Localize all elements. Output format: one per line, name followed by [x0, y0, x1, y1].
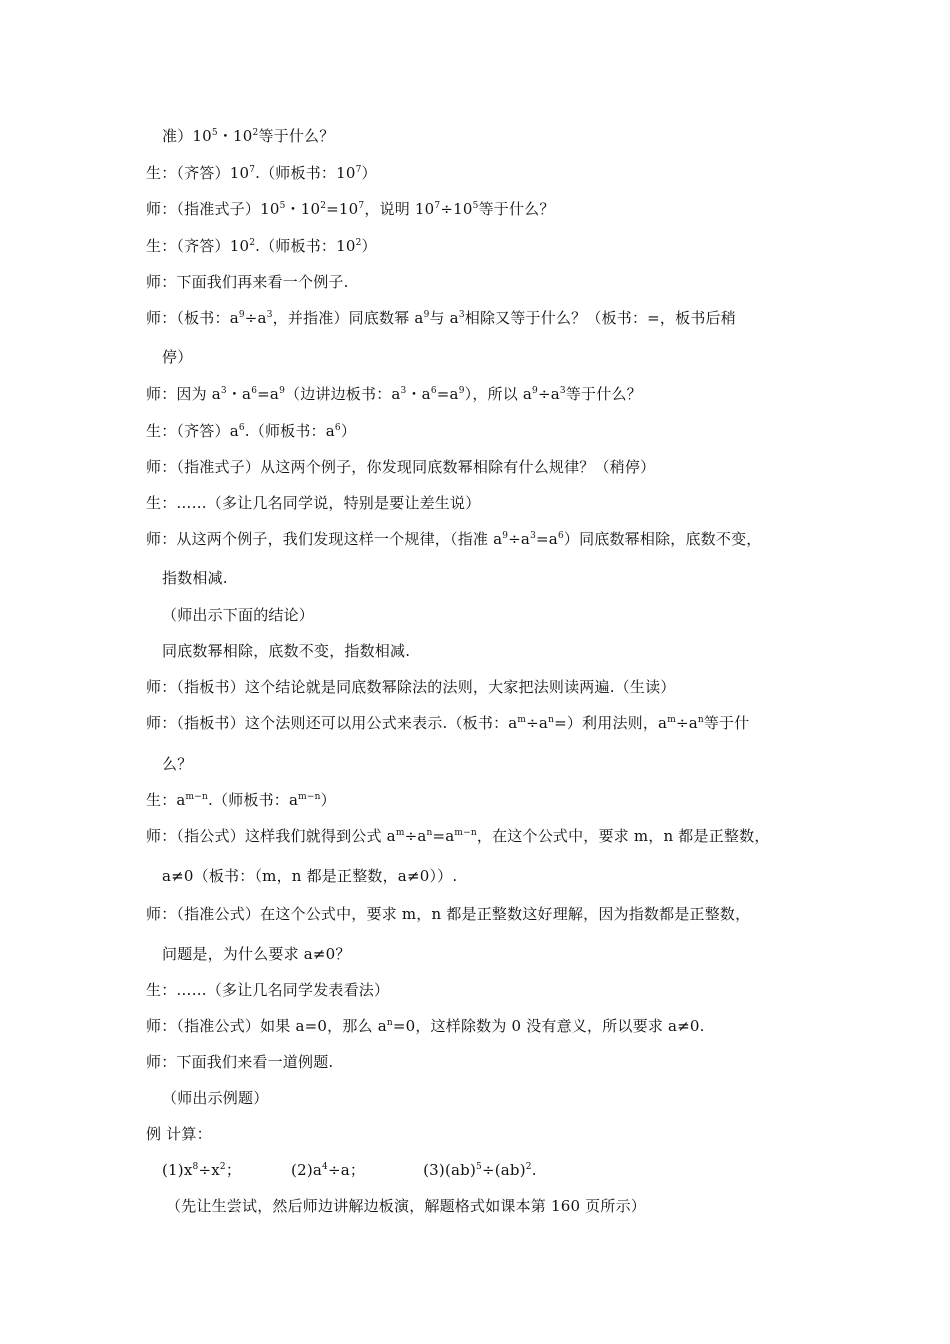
text-line: 生：$a^{m-n}$.（师板书：$a^{m-n}$） [146, 791, 336, 809]
text-line: 师：（指准公式）如果 a=0，那么 $a^n=0$，这样除数为 0 没有意义，所以要求 a≠0. [146, 1017, 705, 1035]
text-line: 停） [162, 348, 193, 366]
text-line: a≠0（板书：（m，n 都是正整数，a≠0））. [162, 867, 458, 885]
text-line: 师：（指公式）这样我们就得到公式 $a^m\div a^n=a^{m-n}$，在这个公式中，要求 m，n 都是正整数， [146, 827, 770, 845]
text-line: 师：因为 $a^3$・$a^6=a^9$（边讲边板书：$a^3$・$a^6=a^9$），所以 $a^9\div a^3$等于什么？ [146, 385, 642, 403]
text-line: 师：从这两个例子，我们发现这样一个规律，（指准 $a^9\div a^3=a^6$）同底数幂相除，底数不变， [146, 530, 762, 548]
text-line: 师：（板书：$a^9\div a^3$，并指准）同底数幂 $a^9$与 $a^3$相除又等于什么？（板书：=，板书后稍 [146, 309, 736, 327]
text-line: 生：……（多让几名同学发表看法） [146, 981, 390, 999]
text-line: 指数相减. [162, 569, 228, 587]
text-line: 例 计算： [146, 1125, 212, 1143]
text-line: 问题是，为什么要求 a≠0？ [162, 945, 351, 963]
text-line: 师：下面我们再来看一个例子. [146, 273, 349, 291]
text-line: 同底数幂相除，底数不变，指数相减. [162, 642, 411, 660]
text-line: 准）$10^5$・$10^2$等于什么？ [162, 127, 335, 145]
text-line: （师出示例题） [162, 1089, 269, 1107]
text-line: 师：（指板书）这个结论就是同底数幂除法的法则，大家把法则读两遍.（生读） [146, 678, 676, 696]
text-line: 师：（指准公式）在这个公式中，要求 m，n 都是正整数这好理解，因为指数都是正整数， [146, 905, 751, 923]
text-line: 师：（指准式子）从这两个例子，你发现同底数幂相除有什么规律？（稍停） [146, 458, 656, 476]
text-line: 师：下面我们来看一道例题. [146, 1053, 334, 1071]
text-line: 么？ [162, 755, 193, 773]
text-line: 师：（指板书）这个法则还可以用公式来表示.（板书：$a^m\div a^n=$）利用法则，$a^m\div a^n$等于什 [146, 714, 750, 732]
problem-3: (3)(ab)$^5$÷(ab)$^2$. [423, 1161, 537, 1179]
problem-2: $(2)a^4\div a$； [291, 1161, 366, 1179]
text-line: 生：……（多让几名同学说，特别是要让差生说） [146, 494, 481, 512]
text-line: 生：（齐答）$10^7$.（师板书：$10^7$） [146, 164, 377, 182]
text-line: 生：（齐答）$a^6$.（师板书：$a^6$） [146, 422, 357, 440]
text-line: （先让生尝试，然后师边讲解边板演，解题格式如课本第 160 页所示） [166, 1197, 646, 1215]
example-problems-line [162, 1160, 537, 1180]
text-line: （师出示下面的结论） [162, 606, 315, 624]
text-line: 生：（齐答）$10^2$.（师板书：$10^2$） [146, 237, 377, 255]
problem-1: $(1)x^8\div x^2$； [162, 1161, 242, 1179]
text-line: 师：（指准式子）$10^5$・$10^2=10^7$，说明 $10^7\div 10^5$等于什么？ [146, 200, 555, 218]
